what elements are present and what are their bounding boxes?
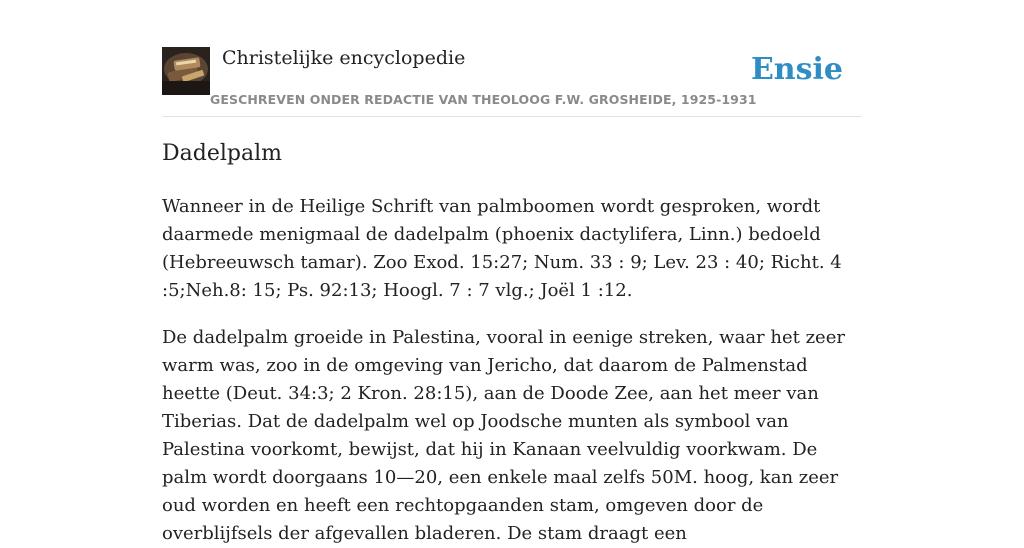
article	[162, 138, 862, 548]
book-logo-icon[interactable]	[162, 47, 210, 95]
article-title: Dadelpalm	[162, 141, 282, 166]
site-header	[162, 46, 862, 117]
site-subtitle: GESCHREVEN ONDER REDACTIE VAN THEOLOOG F.W. GROSHEIDE, 1925-1931	[210, 92, 757, 107]
brand-logo-text[interactable]: Ensie	[750, 52, 843, 87]
article-paragraph: Wanneer in de Heilige Schrift van palmboomen wordt gesproken, wordt daarmede menigmaal de dadelpalm (phoenix dactylifera, Linn.) bedoeld (Hebreeuwsch tamar). Zoo Exod. 15:27; Num. 33 : 9; Lev. 23 : 40; Richt. 4 :5;Neh.8: 15; Ps. 92:13; Hoogl. 7 : 7 vlg.; Joël 1 :12.	[162, 196, 842, 301]
article-paragraph: De dadelpalm groeide in Palestina, vooral in eenige streken, waar het zeer warm was, zoo in de omgeving van Jericho, dat daarom de Palmenstad heette (Deut. 34:3; 2 Kron. 28:15), aan de Doode Zee, aan het meer van Tiberias. Dat de dadelpalm wel op Joodsche munten als symbool van Palestina voorkomt, bewijst, dat hij in Kanaan veelvuldig voorkwam. De palm wordt doorgaans 10—20, een enkele maal zelfs 50M. hoog, kan zeer oud worden en heeft een rechtopgaanden stam, omgeven door de overblijfsels der afgevallen bladeren. De stam draagt een	[162, 327, 845, 544]
site-title[interactable]: Christelijke encyclopedie	[222, 47, 466, 69]
